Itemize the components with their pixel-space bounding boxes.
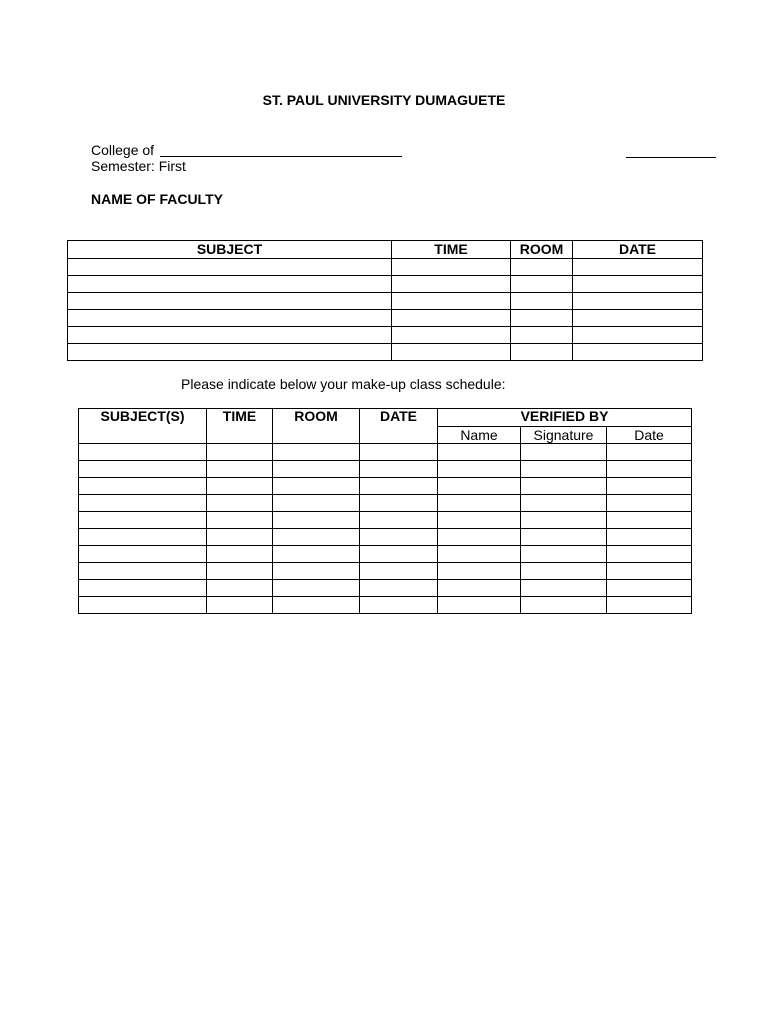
table-cell[interactable] [207,495,273,512]
table-cell[interactable] [79,512,207,529]
table-row [79,512,692,529]
table-row [79,529,692,546]
table-cell[interactable] [207,546,273,563]
column-header-verified-by: VERIFIED BY [438,409,692,427]
table-cell[interactable] [360,478,438,495]
table-cell[interactable] [392,327,511,344]
table-cell[interactable] [392,293,511,310]
table-row [79,461,692,478]
table-cell[interactable] [79,563,207,580]
table-cell[interactable] [273,495,360,512]
makeup-table-body [79,444,692,614]
table-cell[interactable] [607,478,692,495]
table-cell[interactable] [521,546,607,563]
table-cell[interactable] [68,327,392,344]
table-cell[interactable] [207,512,273,529]
table-cell[interactable] [79,597,207,614]
table-cell[interactable] [438,529,521,546]
table-cell[interactable] [573,327,703,344]
table-cell[interactable] [573,344,703,361]
table-cell[interactable] [438,495,521,512]
column-header-room: ROOM [273,409,360,444]
table-cell[interactable] [438,444,521,461]
table-cell[interactable] [207,529,273,546]
table-cell[interactable] [607,563,692,580]
table-cell[interactable] [511,259,573,276]
table-cell[interactable] [607,444,692,461]
table-cell[interactable] [573,293,703,310]
table-cell[interactable] [521,444,607,461]
table-cell[interactable] [273,546,360,563]
table-cell[interactable] [511,310,573,327]
table-cell[interactable] [573,259,703,276]
schedule-table [67,240,703,361]
table-cell[interactable] [392,259,511,276]
table-cell[interactable] [511,293,573,310]
table-cell[interactable] [273,529,360,546]
table-row [79,478,692,495]
table-cell[interactable] [360,461,438,478]
table-cell[interactable] [207,563,273,580]
faculty-label: NAME OF FACULTY [91,191,223,207]
table-cell[interactable] [207,478,273,495]
column-header-signature: Signature [521,427,607,444]
semester-label: Semester: First [91,158,186,174]
table-cell[interactable] [79,478,207,495]
table-cell[interactable] [79,461,207,478]
instruction-text: Please indicate below your make-up class schedule: [181,376,506,392]
table-cell[interactable] [79,529,207,546]
column-header-time: TIME [207,409,273,444]
table-row [79,597,692,614]
column-header-subject: SUBJECT [68,241,392,259]
table-cell[interactable] [360,580,438,597]
table-cell[interactable] [607,580,692,597]
table-row [68,327,703,344]
table-cell[interactable] [360,529,438,546]
table-cell[interactable] [79,495,207,512]
schedule-table-body [68,259,703,361]
table-cell[interactable] [521,461,607,478]
table-cell[interactable] [521,580,607,597]
table-cell[interactable] [573,310,703,327]
table-cell[interactable] [521,563,607,580]
table-cell[interactable] [392,344,511,361]
table-row [68,276,703,293]
table-cell[interactable] [207,597,273,614]
table-cell[interactable] [207,580,273,597]
table-cell[interactable] [360,495,438,512]
table-cell[interactable] [438,546,521,563]
college-label: College of [91,142,155,158]
column-header-time: TIME [392,241,511,259]
column-header-date: DATE [573,241,703,259]
table-cell[interactable] [607,597,692,614]
table-row [79,580,692,597]
table-cell[interactable] [273,580,360,597]
table-cell[interactable] [607,512,692,529]
page-title: ST. PAUL UNIVERSITY DUMAGUETE [262,92,506,108]
table-cell[interactable] [68,310,392,327]
table-cell[interactable] [438,580,521,597]
table-cell[interactable] [273,597,360,614]
table-cell[interactable] [79,580,207,597]
table-cell[interactable] [511,327,573,344]
table-cell[interactable] [207,461,273,478]
table-cell[interactable] [511,276,573,293]
table-cell[interactable] [607,546,692,563]
table-cell[interactable] [360,512,438,529]
table-cell[interactable] [207,444,273,461]
table-header-row [68,241,703,259]
table-row [68,310,703,327]
table-cell[interactable] [607,495,692,512]
table-cell[interactable] [79,444,207,461]
blank-field[interactable] [626,157,716,158]
table-row [68,259,703,276]
table-cell[interactable] [68,293,392,310]
table-cell[interactable] [521,495,607,512]
table-cell[interactable] [360,597,438,614]
table-cell[interactable] [521,512,607,529]
table-cell[interactable] [273,461,360,478]
college-field[interactable] [160,156,402,157]
column-header-verified-date: Date [607,427,692,444]
table-cell[interactable] [273,478,360,495]
table-cell[interactable] [521,478,607,495]
table-cell[interactable] [360,546,438,563]
table-row [79,444,692,461]
table-cell[interactable] [438,461,521,478]
table-cell[interactable] [438,512,521,529]
column-header-room: ROOM [511,241,573,259]
table-cell[interactable] [573,276,703,293]
table-row [79,563,692,580]
table-cell[interactable] [438,478,521,495]
table-cell[interactable] [273,512,360,529]
table-cell[interactable] [360,563,438,580]
column-header-subjects: SUBJECT(S) [79,409,207,444]
table-cell[interactable] [607,529,692,546]
makeup-table [78,408,692,614]
table-row [79,546,692,563]
table-cell[interactable] [521,597,607,614]
table-cell[interactable] [79,546,207,563]
column-header-name: Name [438,427,521,444]
table-cell[interactable] [392,310,511,327]
table-header-row [79,409,692,427]
table-cell[interactable] [273,444,360,461]
table-cell[interactable] [68,259,392,276]
table-cell[interactable] [438,563,521,580]
table-cell[interactable] [392,276,511,293]
table-cell[interactable] [438,597,521,614]
table-cell[interactable] [511,344,573,361]
table-cell[interactable] [607,461,692,478]
column-header-date: DATE [360,409,438,444]
table-row [68,293,703,310]
table-cell[interactable] [68,344,392,361]
table-cell[interactable] [360,444,438,461]
table-cell[interactable] [273,563,360,580]
table-cell[interactable] [68,276,392,293]
table-row [68,344,703,361]
table-cell[interactable] [521,529,607,546]
table-row [79,495,692,512]
